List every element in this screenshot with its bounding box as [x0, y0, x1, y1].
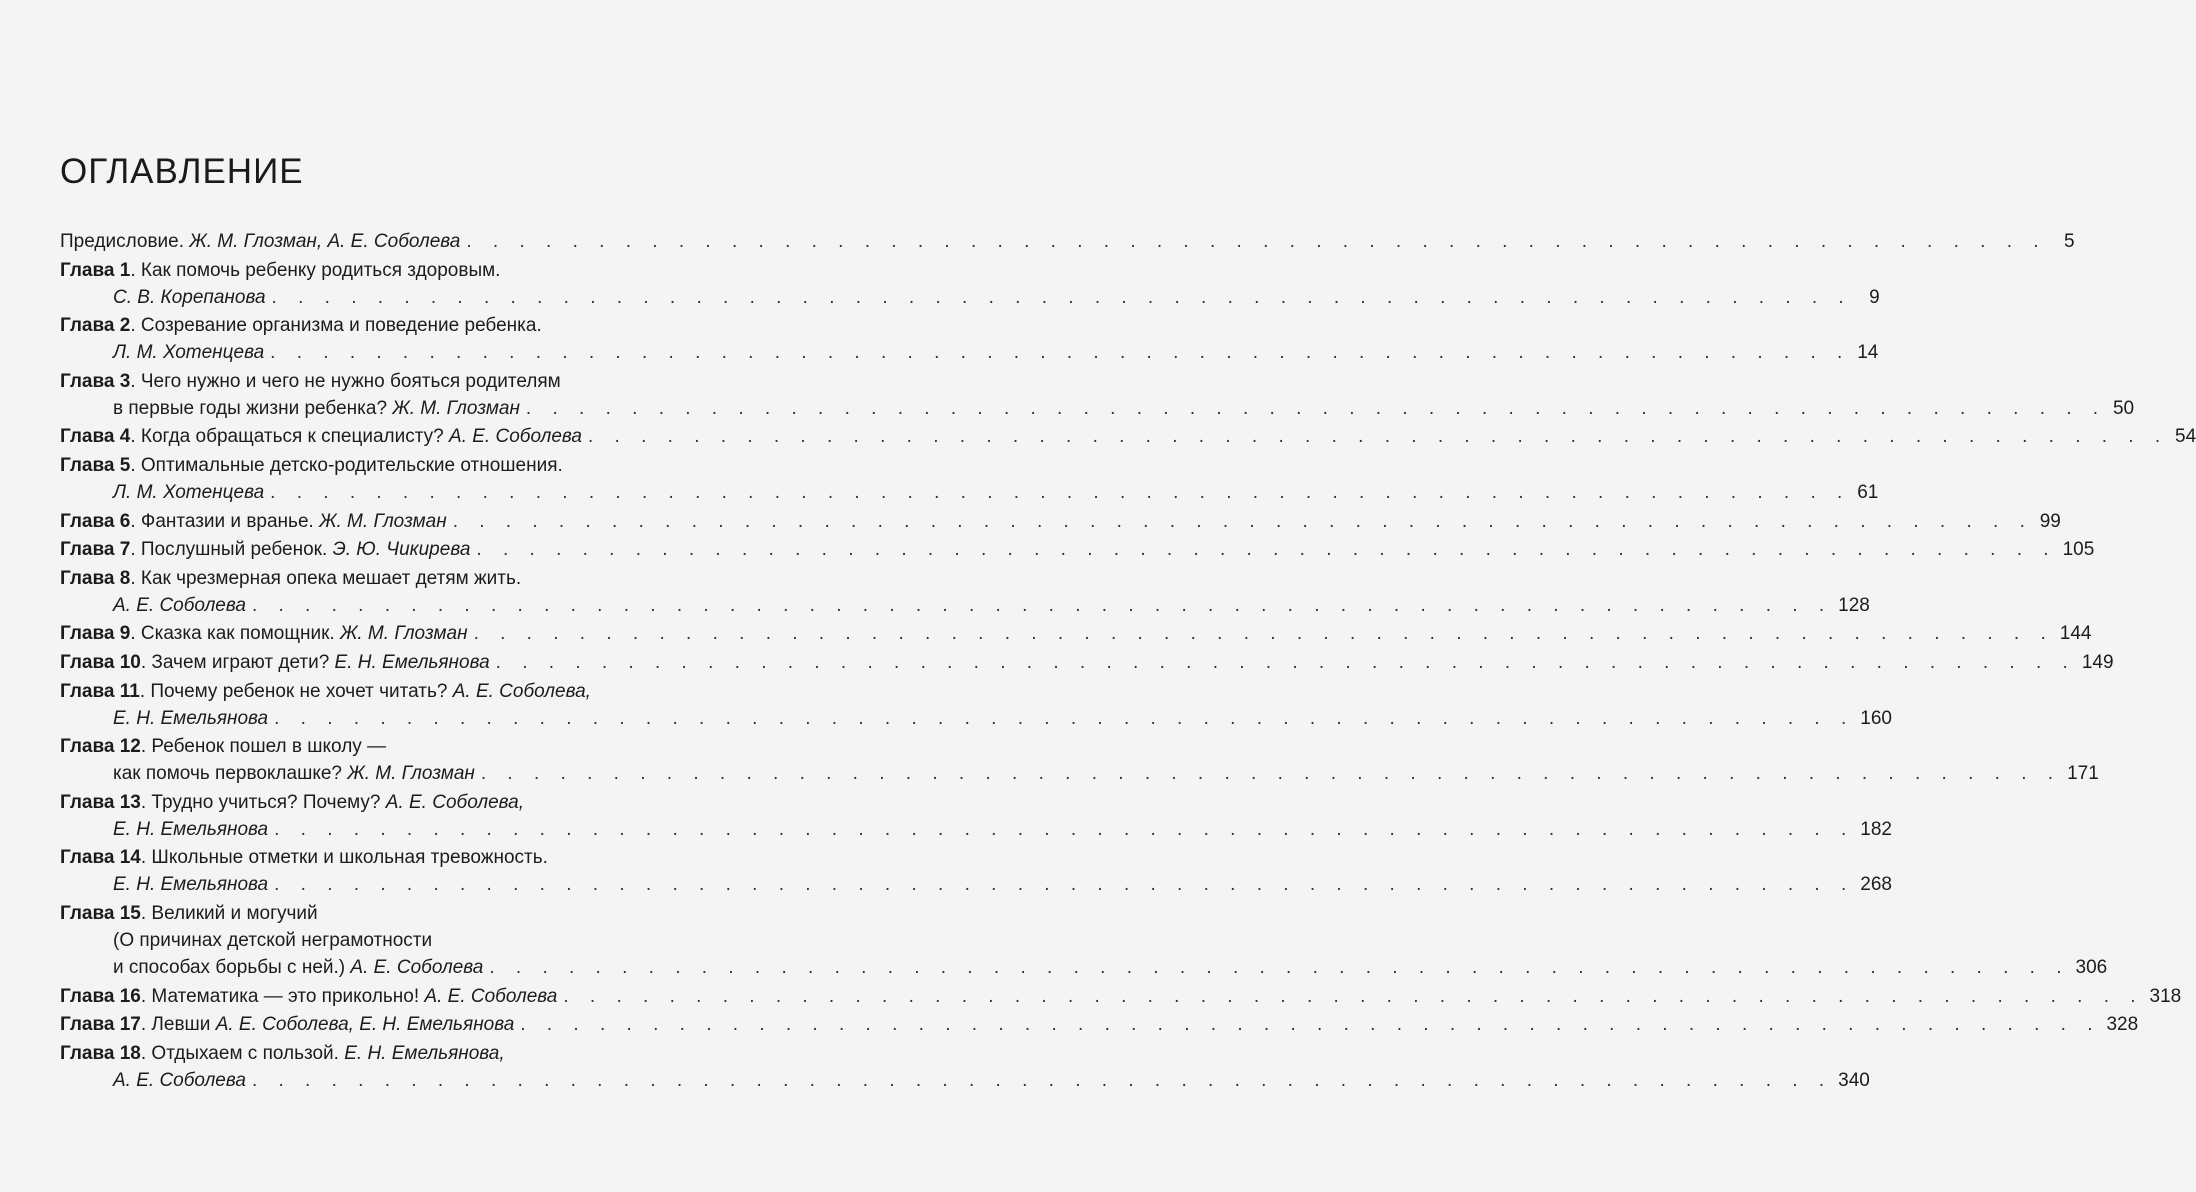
- toc-line: [60, 284, 1880, 311]
- toc-line: [60, 844, 682, 871]
- toc-line: [60, 508, 2061, 535]
- page-number: 340: [1838, 1069, 1870, 1091]
- toc-entry: [60, 983, 2182, 1010]
- chapter-title: . Почему ребенок не хочет читать?: [139, 680, 453, 702]
- toc-line: [60, 368, 682, 395]
- page-number: 318: [2149, 985, 2182, 1007]
- toc-line: [60, 257, 682, 284]
- chapter-title: Предисловие.: [60, 231, 190, 252]
- chapter-author: С. В. Корепанова: [113, 286, 266, 308]
- chapter-author: Ж. М. Глозман, А. Е. Соболева: [189, 231, 461, 252]
- toc-entry: [60, 733, 2099, 787]
- chapter-label: Глава 2: [60, 315, 131, 337]
- toc-line: [60, 1011, 2139, 1038]
- toc-entry: [60, 649, 2114, 676]
- chapter-label: Глава 3: [60, 370, 131, 392]
- page-number: 182: [1860, 818, 1892, 840]
- chapter-label: Глава 7: [60, 539, 131, 561]
- chapter-title: . Чего нужно и чего не нужно бояться родителям: [130, 370, 561, 392]
- page-number: 99: [2039, 510, 2061, 532]
- chapter-title: . Фантазии и вранье.: [130, 510, 320, 532]
- page-number: 149: [2081, 651, 2114, 673]
- chapter-label: Глава 13: [60, 791, 141, 813]
- toc-line: [60, 479, 1879, 506]
- table-of-contents: [60, 228, 2196, 1094]
- toc-line: [60, 1040, 682, 1067]
- toc-line: [60, 983, 2182, 1010]
- chapter-label: Глава 15: [60, 902, 141, 924]
- chapter-label: Глава 16: [60, 985, 141, 1007]
- page-number: 61: [1857, 481, 1879, 503]
- chapter-author: Л. М. Хотенцева: [113, 481, 265, 503]
- dot-leader: . . . . . . . . . . . . . . . . . . . . . . . . . . . . . . . . . . . . . . . . . . . . . . . . . . . . . . . . . . . .: [274, 707, 1855, 729]
- page-number: 160: [1860, 707, 1892, 729]
- chapter-title: . Трудно учиться? Почему?: [140, 791, 386, 813]
- dot-leader: . . . . . . . . . . . . . . . . . . . . . . . . . . . . . . . . . . . . . . . . . . . . . . . . . . . . . . . . . . . .: [270, 481, 1851, 503]
- toc-entry: [60, 844, 1892, 898]
- chapter-title: . Оптимальные детско-родительские отношения.: [130, 454, 563, 476]
- dot-leader: . . . . . . . . . . . . . . . . . . . . . . . . . . . . . . . . . . . . . . . . . . . . . . . . . . . . . . . . . . . .: [476, 539, 2057, 561]
- toc-entry: [60, 1011, 2139, 1038]
- chapter-label: Глава 17: [60, 1014, 141, 1036]
- toc-line: [60, 395, 2135, 422]
- chapter-title: в первые годы жизни ребенка?: [113, 397, 393, 419]
- page-number: 306: [2075, 956, 2108, 978]
- chapter-author: А. Е. Соболева,: [452, 680, 591, 702]
- chapter-title: как помочь первоклашке?: [113, 763, 348, 785]
- toc-line: [60, 536, 2095, 563]
- toc-line: [60, 565, 682, 592]
- page-number: 5: [2063, 231, 2075, 252]
- chapter-label: Глава 18: [60, 1042, 141, 1064]
- chapter-author: Ж. М. Глозман: [339, 623, 468, 645]
- toc-entry: [60, 228, 2075, 255]
- toc-entry: [60, 257, 1880, 311]
- chapter-author: Ж. М. Глозман: [392, 397, 520, 419]
- dot-leader: . . . . . . . . . . . . . . . . . . . . . . . . . . . . . . . . . . . . . . . . . . . . . . . . . . . . . . . . . . . .: [563, 985, 2144, 1007]
- dot-leader: . . . . . . . . . . . . . . . . . . . . . . . . . . . . . . . . . . . . . . . . . . . . . . . . . . . . . . . . . . . .: [489, 956, 2070, 978]
- toc-line: [60, 312, 682, 339]
- chapter-author: А. Е. Соболева, Е. Н. Емельянова: [215, 1014, 515, 1036]
- chapter-label: Глава 9: [60, 623, 131, 645]
- toc-entry: [60, 536, 2095, 563]
- page-number: 105: [2062, 539, 2095, 561]
- chapter-label: Глава 8: [60, 567, 131, 589]
- toc-entry: [60, 368, 2135, 422]
- toc-line: [60, 954, 2108, 981]
- chapter-author: Е. Н. Емельянова: [334, 651, 490, 673]
- chapter-author: Е. Н. Емельянова: [113, 818, 269, 840]
- chapter-title: . Великий и могучий: [140, 902, 318, 924]
- dot-leader: . . . . . . . . . . . . . . . . . . . . . . . . . . . . . . . . . . . . . . . . . . . . . . . . . . . . . . . . . . . .: [480, 763, 2062, 785]
- chapter-label: Глава 10: [60, 651, 141, 673]
- chapter-label: Глава 4: [60, 426, 131, 448]
- toc-line: [60, 649, 2114, 676]
- chapter-title: . Как помочь ребенку родиться здоровым.: [130, 259, 501, 281]
- toc-entry: [60, 678, 1892, 732]
- toc-line: [60, 900, 682, 927]
- dot-leader: . . . . . . . . . . . . . . . . . . . . . . . . . . . . . . . . . . . . . . . . . . . . . . . . . . . . . . . . . . . .: [271, 286, 1852, 308]
- chapter-label: Глава 5: [60, 454, 131, 476]
- toc-entry: [60, 620, 2092, 647]
- toc-line: [60, 927, 682, 954]
- toc-line: [60, 705, 1892, 732]
- chapter-label: Глава 1: [60, 259, 131, 281]
- dot-leader: . . . . . . . . . . . . . . . . . . . . . . . . . . . . . . . . . . . . . . . . . . . . . . . . . . . . . . . . . . . .: [473, 623, 2054, 645]
- toc-line: [60, 620, 2092, 647]
- chapter-author: Е. Н. Емельянова: [113, 874, 269, 896]
- chapter-title: . Математика — это прикольно!: [140, 985, 425, 1007]
- toc-line: [60, 789, 682, 816]
- chapter-author: А. Е. Соболева: [424, 985, 558, 1007]
- chapter-label: Глава 14: [60, 847, 141, 869]
- toc-line: [60, 423, 2196, 450]
- chapter-title: (О причинах детской неграмотности: [113, 929, 433, 951]
- chapter-author: Е. Н. Емельянова,: [344, 1042, 505, 1064]
- chapter-author: Л. М. Хотенцева: [113, 342, 265, 364]
- toc-entry: [60, 789, 1892, 843]
- chapter-author: Ж. М. Глозман: [319, 510, 447, 532]
- dot-leader: . . . . . . . . . . . . . . . . . . . . . . . . . . . . . . . . . . . . . . . . . . . . . . . . . . . . . . . . . . . .: [251, 1069, 1833, 1091]
- chapter-author: Ж. М. Глозман: [347, 763, 475, 785]
- chapter-title: . Зачем играют дети?: [140, 651, 335, 673]
- chapter-label: Глава 12: [60, 736, 141, 758]
- chapter-label: Глава 11: [60, 680, 140, 702]
- toc-line: [60, 228, 2075, 255]
- dot-leader: . . . . . . . . . . . . . . . . . . . . . . . . . . . . . . . . . . . . . . . . . . . . . . . . . . . . . . . . . . . .: [270, 342, 1851, 364]
- chapter-label: Глава 6: [60, 510, 131, 532]
- page-number: 14: [1857, 342, 1879, 364]
- toc-line: [60, 816, 1892, 843]
- chapter-title: . Послушный ребенок.: [130, 539, 333, 561]
- page-number: 128: [1838, 594, 1870, 616]
- chapter-author: А. Е. Соболева: [449, 426, 582, 448]
- chapter-title: . Сказка как помощник.: [130, 623, 340, 645]
- chapter-title: . Когда обращаться к специалисту?: [130, 426, 450, 448]
- toc-line: [60, 678, 682, 705]
- dot-leader: . . . . . . . . . . . . . . . . . . . . . . . . . . . . . . . . . . . . . . . . . . . . . . . . . . . . . . . . . . . .: [587, 426, 2169, 448]
- toc-line: [60, 452, 682, 479]
- page-title: ОГЛАВЛЕНИЕ: [60, 152, 304, 191]
- chapter-title: . Как чрезмерная опека мешает детям жить.: [130, 567, 522, 589]
- dot-leader: . . . . . . . . . . . . . . . . . . . . . . . . . . . . . . . . . . . . . . . . . . . . . . . . . . . . . . . . . . . .: [525, 397, 2107, 419]
- page-number: 50: [2112, 397, 2135, 419]
- dot-leader: . . . . . . . . . . . . . . . . . . . . . . . . . . . . . . . . . . . . . . . . . . . . . . . . . . . . . . . . . . . .: [466, 231, 2047, 252]
- dot-leader: . . . . . . . . . . . . . . . . . . . . . . . . . . . . . . . . . . . . . . . . . . . . . . . . . . . . . . . . . . . .: [274, 874, 1855, 896]
- dot-leader: . . . . . . . . . . . . . . . . . . . . . . . . . . . . . . . . . . . . . . . . . . . . . . . . . . . . . . . . . . . .: [495, 651, 2076, 673]
- dot-leader: . . . . . . . . . . . . . . . . . . . . . . . . . . . . . . . . . . . . . . . . . . . . . . . . . . . . . . . . . . . .: [520, 1014, 2101, 1036]
- chapter-title: . Созревание организма и поведение ребенка.: [130, 315, 542, 337]
- chapter-title: и способах борьбы с ней.): [113, 956, 351, 978]
- page-number: 328: [2106, 1014, 2139, 1036]
- toc-entry: [60, 1040, 1870, 1094]
- chapter-title: . Школьные отметки и школьная тревожность.: [140, 847, 548, 869]
- toc-entry: [60, 565, 1870, 619]
- toc-entry: [60, 423, 2196, 450]
- toc-line: [60, 871, 1892, 898]
- toc-line: [60, 733, 682, 760]
- toc-line: [60, 592, 1870, 619]
- toc-line: [60, 1067, 1870, 1094]
- page-number: 9: [1869, 286, 1880, 308]
- toc-entry: [60, 508, 2061, 535]
- chapter-author: А. Е. Соболева: [350, 956, 484, 978]
- chapter-author: Е. Н. Емельянова: [113, 707, 269, 729]
- chapter-title: . Ребенок пошел в школу —: [140, 736, 387, 758]
- chapter-author: Э. Ю. Чикирева: [332, 539, 471, 561]
- page-number: 268: [1860, 874, 1892, 896]
- page-number: 171: [2067, 763, 2099, 785]
- toc-line: [60, 339, 1879, 366]
- chapter-author: А. Е. Соболева,: [385, 791, 524, 813]
- chapter-author: А. Е. Соболева: [113, 594, 246, 616]
- dot-leader: . . . . . . . . . . . . . . . . . . . . . . . . . . . . . . . . . . . . . . . . . . . . . . . . . . . . . . . . . . . .: [452, 510, 2033, 532]
- page-number: 54: [2175, 426, 2196, 448]
- toc-entry: [60, 312, 1879, 366]
- toc-line: [60, 760, 2099, 787]
- toc-entry: [60, 900, 2108, 981]
- chapter-title: . Левши: [140, 1014, 216, 1036]
- dot-leader: . . . . . . . . . . . . . . . . . . . . . . . . . . . . . . . . . . . . . . . . . . . . . . . . . . . . . . . . . . . .: [274, 818, 1855, 840]
- chapter-title: . Отдыхаем с пользой.: [140, 1042, 345, 1064]
- dot-leader: . . . . . . . . . . . . . . . . . . . . . . . . . . . . . . . . . . . . . . . . . . . . . . . . . . . . . . . . . . . .: [251, 594, 1833, 616]
- chapter-author: А. Е. Соболева: [113, 1069, 246, 1091]
- toc-entry: [60, 452, 1879, 506]
- page-number: 144: [2059, 623, 2092, 645]
